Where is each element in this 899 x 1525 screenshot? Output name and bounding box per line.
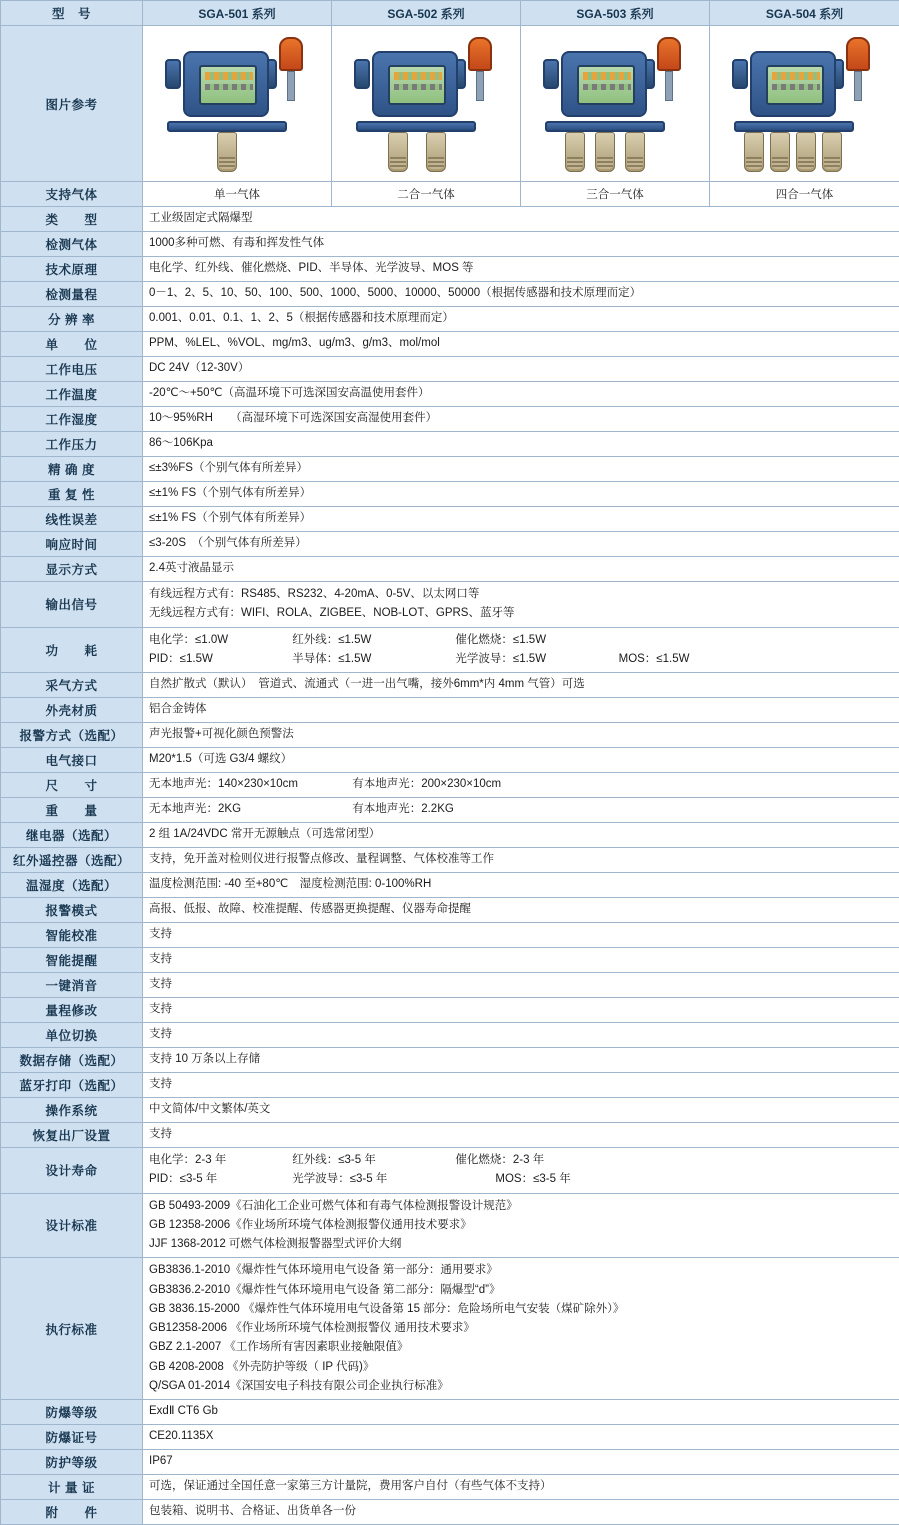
gas-support-cell-2: 二合一气体	[332, 182, 521, 207]
table-row-ir-remote	[1, 848, 899, 873]
row-value-sampling: 自然扩散式（默认） 管道式、流通式（一进一出气嘴，接外6mm*内 4mm 气管）可选	[143, 673, 899, 698]
row-value-design-standard	[143, 1193, 899, 1258]
row-value-unit: PPM、%LEL、%VOL、mg/m3、ug/m3、g/m3、mol/mol	[143, 332, 899, 357]
row-label-model: 型 号	[1, 1, 143, 26]
row-value-accessories: 包装箱、说明书、合格证、出货单各一份	[143, 1500, 899, 1525]
row-value-housing: 铝合金铸体	[143, 698, 899, 723]
table-row-pressure	[1, 432, 899, 457]
exec-standard-item: GB12358-2006 《作业场所环境气体检测报警仪 通用技术要求》	[149, 1319, 893, 1338]
row-label-ip-rating: 防护等级	[1, 1450, 143, 1475]
row-value-ip-rating: IP67	[143, 1450, 899, 1475]
size-without-alarm: 无本地声光：140×230×10cm	[149, 776, 349, 793]
weight-without-alarm: 无本地声光：2KG	[149, 801, 349, 818]
row-value-smart-calibration: 支持	[143, 923, 899, 948]
row-value-temperature: -20℃～+50℃（高温环境下可选深国安高温使用套件）	[143, 382, 899, 407]
table-row-mute	[1, 973, 899, 998]
output-signal-wired: 有线远程方式有：RS485、RS232、4-20mA、0-5V、以太网口等	[149, 585, 893, 604]
row-label-gas-support: 支持气体	[1, 182, 143, 207]
row-value-power	[143, 627, 899, 673]
power-line-1	[149, 631, 893, 650]
table-row-ip-rating	[1, 1450, 899, 1475]
row-value-metrology-cert: 可选，保证通过全国任意一家第三方计量院，费用客户自付（有些气体不支持）	[143, 1475, 899, 1500]
row-value-humidity: 10～95%RH （高湿环境下可选深国安高湿使用套件）	[143, 407, 899, 432]
power-pid: PID：≤1.5W	[149, 651, 289, 668]
table-row-display	[1, 557, 899, 582]
row-label-temp-humidity-option: 温湿度（选配）	[1, 873, 143, 898]
power-electrochemical: 电化学：≤1.0W	[149, 632, 289, 649]
table-row-ex-rating	[1, 1400, 899, 1425]
row-label-pressure: 工作压力	[1, 432, 143, 457]
row-value-electrical-interface: M20*1.5（可选 G3/4 螺纹）	[143, 748, 899, 773]
table-row-factory-reset	[1, 1123, 899, 1148]
row-label-alarm-type: 报警方式（选配）	[1, 723, 143, 748]
table-row-humidity	[1, 407, 899, 432]
row-value-ex-rating: ExdⅡ CT6 Gb	[143, 1400, 899, 1425]
lifetime-catalytic: 催化燃烧：2-3 年	[455, 1154, 544, 1166]
row-value-output-signal	[143, 582, 899, 628]
table-row-range-modify	[1, 998, 899, 1023]
row-label-metrology-cert: 计 量 证	[1, 1475, 143, 1500]
table-row-weight	[1, 798, 899, 823]
row-value-unit-switch: 支持	[143, 1023, 899, 1048]
table-row-accessories	[1, 1500, 899, 1525]
model-cell-4: SGA-504 系列	[710, 1, 899, 26]
gas-support-cell-4: 四合一气体	[710, 182, 899, 207]
table-row-alarm-type	[1, 723, 899, 748]
row-label-data-storage: 数据存储（选配）	[1, 1048, 143, 1073]
weight-with-alarm: 有本地声光：2.2KG	[352, 803, 454, 815]
model-cell-3: SGA-503 系列	[521, 1, 710, 26]
lifetime-mos: MOS：≤3-5 年	[495, 1173, 570, 1185]
row-label-electrical-interface: 电气接口	[1, 748, 143, 773]
lifetime-electrochemical: 电化学：2-3 年	[149, 1152, 289, 1169]
row-label-principle: 技术原理	[1, 257, 143, 282]
row-label-weight: 重 量	[1, 798, 143, 823]
table-row-size	[1, 773, 899, 798]
table-row-data-storage	[1, 1048, 899, 1073]
table-row-model	[1, 1, 899, 26]
table-row-repeatability	[1, 482, 899, 507]
size-with-alarm: 有本地声光：200×230×10cm	[352, 778, 501, 790]
row-value-exec-standard	[143, 1258, 899, 1400]
gas-detector-illustration-2-sensor	[338, 29, 518, 175]
exec-standard-item: GBZ 2.1-2007 《工作场所有害因素职业接触限值》	[149, 1338, 893, 1357]
row-value-response-time: ≤3-20S （个别气体有所差异）	[143, 532, 899, 557]
row-label-smart-reminder: 智能提醒	[1, 948, 143, 973]
row-value-range-modify: 支持	[143, 998, 899, 1023]
row-label-repeatability: 重 复 性	[1, 482, 143, 507]
row-label-accessories: 附 件	[1, 1500, 143, 1525]
row-label-ex-rating: 防爆等级	[1, 1400, 143, 1425]
table-row-metrology-cert	[1, 1475, 899, 1500]
row-label-bluetooth-print: 蓝牙打印（选配）	[1, 1073, 143, 1098]
power-semiconductor: 半导体：≤1.5W	[292, 651, 452, 668]
output-signal-wireless: 无线远程方式有：WIFI、ROLA、ZIGBEE、NOB-LOT、GPRS、蓝牙等	[149, 604, 893, 623]
row-value-alarm-mode: 高报、低报、故障、校准提醒、传感器更换提醒、仪器寿命提醒	[143, 898, 899, 923]
row-label-lifetime: 设计寿命	[1, 1148, 143, 1194]
table-row-os	[1, 1098, 899, 1123]
row-value-voltage: DC 24V（12-30V）	[143, 357, 899, 382]
lifetime-infrared: 红外线：≤3-5 年	[292, 1152, 452, 1169]
row-label-type: 类 型	[1, 207, 143, 232]
row-label-unit-switch: 单位切换	[1, 1023, 143, 1048]
row-value-relay: 2 组 1A/24VDC 常开无源触点（可选常闭型）	[143, 823, 899, 848]
table-row-ex-cert	[1, 1425, 899, 1450]
table-row-sampling	[1, 673, 899, 698]
row-label-smart-calibration: 智能校准	[1, 923, 143, 948]
row-label-ir-remote: 红外遥控器（选配）	[1, 848, 143, 873]
row-value-ir-remote: 支持，免开盖对检则仪进行报警点修改、量程调整、气体校准等工作	[143, 848, 899, 873]
table-row-linearity	[1, 507, 899, 532]
row-label-accuracy: 精 确 度	[1, 457, 143, 482]
exec-standard-item: Q/SGA 01-2014《深国安电子科技有限公司企业执行标准》	[149, 1377, 893, 1396]
table-row-smart-calibration	[1, 923, 899, 948]
table-row-images	[1, 26, 899, 182]
row-label-detect-gas: 检测气体	[1, 232, 143, 257]
row-value-principle: 电化学、红外线、催化燃烧、PID、半导体、光学波导、MOS 等	[143, 257, 899, 282]
design-standard-item: JJF 1368-2012 可燃气体检测报警器型式评价大纲	[149, 1235, 893, 1254]
row-label-display: 显示方式	[1, 557, 143, 582]
table-row-exec-standard	[1, 1258, 899, 1400]
lifetime-optical-waveguide: 光学波导：≤3-5 年	[292, 1171, 492, 1188]
power-infrared: 红外线：≤1.5W	[292, 632, 452, 649]
lifetime-pid: PID：≤3-5 年	[149, 1171, 289, 1188]
row-label-resolution: 分 辨 率	[1, 307, 143, 332]
exec-standard-item: GB 3836.15-2000 《爆炸性气体环境用电气设备第 15 部分：危险场所电气安装（煤矿除外）》	[149, 1300, 893, 1319]
row-value-alarm-type: 声光报警+可视化颜色预警法	[143, 723, 899, 748]
row-label-sampling: 采气方式	[1, 673, 143, 698]
power-mos: MOS：≤1.5W	[619, 653, 690, 665]
table-row-power	[1, 627, 899, 673]
row-label-response-time: 响应时间	[1, 532, 143, 557]
table-row-smart-reminder	[1, 948, 899, 973]
row-label-size: 尺 寸	[1, 773, 143, 798]
table-row-unit	[1, 332, 899, 357]
design-standard-item: GB 50493-2009《石油化工企业可燃气体和有毒气体检测报警设计规范》	[149, 1197, 893, 1216]
table-row-voltage	[1, 357, 899, 382]
row-label-linearity: 线性误差	[1, 507, 143, 532]
lifetime-line-2	[149, 1170, 893, 1189]
row-value-display: 2.4英寸液晶显示	[143, 557, 899, 582]
row-value-os: 中文简体/中文繁体/英文	[143, 1098, 899, 1123]
row-label-mute: 一键消音	[1, 973, 143, 998]
model-cell-1: SGA-501 系列	[143, 1, 332, 26]
table-row-output-signal	[1, 582, 899, 628]
table-row-unit-switch	[1, 1023, 899, 1048]
row-label-os: 操作系统	[1, 1098, 143, 1123]
table-row-type	[1, 207, 899, 232]
row-label-relay: 继电器（选配）	[1, 823, 143, 848]
product-image-4	[710, 26, 899, 182]
table-row-design-standard	[1, 1193, 899, 1258]
row-label-range: 检测量程	[1, 282, 143, 307]
power-line-2	[149, 650, 893, 669]
model-cell-2: SGA-502 系列	[332, 1, 521, 26]
row-value-resolution: 0.001、0.01、0.1、1、2、5（根据传感器和技术原理而定）	[143, 307, 899, 332]
row-label-housing: 外壳材质	[1, 698, 143, 723]
row-value-pressure: 86～106Kpa	[143, 432, 899, 457]
lifetime-line-1	[149, 1151, 893, 1170]
power-catalytic: 催化燃烧：≤1.5W	[455, 634, 546, 646]
row-label-factory-reset: 恢复出厂设置	[1, 1123, 143, 1148]
row-value-repeatability: ≤±1% FS（个别气体有所差异）	[143, 482, 899, 507]
design-standard-item: GB 12358-2006《作业场所环境气体检测报警仪通用技术要求》	[149, 1216, 893, 1235]
row-value-size	[143, 773, 899, 798]
product-image-1	[143, 26, 332, 182]
row-value-mute: 支持	[143, 973, 899, 998]
gas-detector-illustration-1-sensor	[149, 29, 329, 175]
row-label-voltage: 工作电压	[1, 357, 143, 382]
row-label-humidity: 工作湿度	[1, 407, 143, 432]
row-value-data-storage: 支持 10 万条以上存储	[143, 1048, 899, 1073]
row-value-smart-reminder: 支持	[143, 948, 899, 973]
row-label-design-standard: 设计标准	[1, 1193, 143, 1258]
gas-support-cell-1: 单一气体	[143, 182, 332, 207]
row-label-temperature: 工作温度	[1, 382, 143, 407]
row-value-range: 0－1、2、5、10、50、100、500、1000、5000、10000、50000（根据传感器和技术原理而定）	[143, 282, 899, 307]
row-value-bluetooth-print: 支持	[143, 1073, 899, 1098]
row-value-ex-cert: CE20.1135X	[143, 1425, 899, 1450]
product-image-2	[332, 26, 521, 182]
exec-standard-item: GB 4208-2008 《外壳防护等级（ IP 代码)》	[149, 1358, 893, 1377]
row-label-exec-standard: 执行标准	[1, 1258, 143, 1400]
table-row-lifetime	[1, 1148, 899, 1194]
row-label-unit: 单 位	[1, 332, 143, 357]
row-value-linearity: ≤±1% FS（个别气体有所差异）	[143, 507, 899, 532]
table-row-detect-gas	[1, 232, 899, 257]
row-value-lifetime	[143, 1148, 899, 1194]
table-row-principle	[1, 257, 899, 282]
product-image-3	[521, 26, 710, 182]
row-label-power: 功 耗	[1, 627, 143, 673]
table-row-housing	[1, 698, 899, 723]
row-value-detect-gas: 1000多种可燃、有毒和挥发性气体	[143, 232, 899, 257]
exec-standard-item: GB3836.2-2010《爆炸性气体环境用电气设备 第二部分：隔爆型“d”》	[149, 1281, 893, 1300]
table-row-relay	[1, 823, 899, 848]
table-row-bluetooth-print	[1, 1073, 899, 1098]
exec-standard-item: GB3836.1-2010《爆炸性气体环境用电气设备 第一部分：通用要求》	[149, 1261, 893, 1280]
row-value-type: 工业级固定式隔爆型	[143, 207, 899, 232]
row-value-weight	[143, 798, 899, 823]
table-row-temperature	[1, 382, 899, 407]
table-row-temp-humidity-option	[1, 873, 899, 898]
row-value-factory-reset: 支持	[143, 1123, 899, 1148]
gas-detector-illustration-3-sensor	[527, 29, 707, 175]
table-row-accuracy	[1, 457, 899, 482]
table-row-alarm-mode	[1, 898, 899, 923]
row-label-alarm-mode: 报警模式	[1, 898, 143, 923]
row-label-ex-cert: 防爆证号	[1, 1425, 143, 1450]
row-value-temp-humidity-option: 温度检测范围: -40 至+80℃ 湿度检测范围: 0-100%RH	[143, 873, 899, 898]
table-row-electrical-interface	[1, 748, 899, 773]
row-value-accuracy: ≤±3%FS（个别气体有所差异）	[143, 457, 899, 482]
table-row-gas-support	[1, 182, 899, 207]
gas-support-cell-3: 三合一气体	[521, 182, 710, 207]
row-label-output-signal: 输出信号	[1, 582, 143, 628]
row-label-range-modify: 量程修改	[1, 998, 143, 1023]
row-label-images: 图片参考	[1, 26, 143, 182]
gas-detector-illustration-4-sensor	[716, 29, 896, 175]
table-row-range	[1, 282, 899, 307]
table-row-response-time	[1, 532, 899, 557]
table-row-resolution	[1, 307, 899, 332]
power-optical-waveguide: 光学波导：≤1.5W	[455, 651, 615, 668]
